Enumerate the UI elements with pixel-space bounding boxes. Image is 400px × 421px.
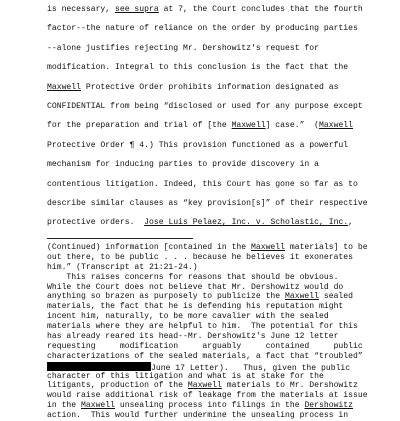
body-line: [47, 155, 357, 174]
citation-text: Maxwell: [187, 381, 222, 391]
footnote-line: [47, 292, 357, 302]
citation-text: see supra: [115, 5, 159, 14]
text-run: has already reared its head--Mr. Dershowitz's June 12 letter: [47, 332, 339, 342]
body-line: [47, 213, 357, 232]
footnote-line: [47, 332, 357, 342]
text-run: for the preparation and trial of [the: [47, 121, 232, 131]
citation-text: Maxwell: [47, 82, 81, 92]
footnote-line: [47, 312, 357, 322]
citation-text: Maxwell: [285, 292, 319, 302]
footnote-line: [47, 411, 357, 421]
text-run: contentious litigation. Indeed, this Court has gone so far as to: [47, 179, 358, 189]
text-run: Protective Order ¶ 4.) This provision functioned as a powerful: [47, 140, 349, 150]
body-line: [47, 39, 357, 58]
footnote-line: [47, 341, 363, 352]
text-run: would raise additional risk of leakage from the materials at issue: [47, 391, 368, 401]
text-run: materials, the fact that he is defending his reputation might: [47, 302, 344, 312]
footnote-line: [47, 381, 357, 391]
body-line: [47, 116, 357, 135]
citation-text: Dershowitz: [304, 401, 354, 411]
text-run: modification. Integral to this conclusion is the fact that the: [47, 63, 349, 73]
footnote-block: [47, 243, 368, 421]
text-run: mechanism for inducing parties to provide discovery in a: [47, 160, 319, 170]
text-run: ] case.” (: [265, 121, 320, 131]
body-line: [47, 78, 357, 97]
footnote-line: [47, 372, 357, 382]
footnote-line: [47, 273, 357, 283]
text-run: unsealing process into filings in the: [115, 401, 305, 411]
text-run: protective orders.: [47, 218, 145, 228]
body-line: [47, 194, 368, 213]
text-run: in the: [47, 401, 81, 411]
text-run: characterizations of the sealed materials, a fact that “troubled”: [47, 351, 363, 361]
text-run: action. This would further undermine the unsealing process in: [47, 411, 349, 421]
text-run: out there, to be public . . . because he believes it exonerates: [47, 252, 353, 262]
footnote-line: [47, 322, 357, 332]
citation-text: Jose Luis Pelaez, Inc. v. Scholastic, Inc.: [144, 218, 349, 228]
text-run: describe similar clauses as “key provision[s]” of their respective: [47, 198, 368, 208]
body-text: [47, 0, 368, 233]
citation-text: Maxwell: [81, 401, 115, 411]
body-line: [47, 175, 357, 194]
text-run: is necessary,: [47, 5, 115, 14]
text-run: Protective Order prohibits information designated as: [81, 82, 339, 92]
text-run: --alone justifies rejecting Mr. Dershowitz's request for: [47, 43, 319, 53]
footnote-line: [47, 283, 357, 293]
text-run: While the Court does not believe that Mr. Dershowitz would do: [47, 282, 344, 292]
body-line: [47, 136, 357, 155]
citation-text: Maxwell: [231, 121, 266, 131]
body-line: [47, 0, 363, 19]
footnote-line: [47, 253, 357, 263]
text-run: This raises concerns for reasons that should be obvious.: [47, 272, 339, 282]
text-run: materials where they are helpful to him. The potential for this: [47, 322, 358, 332]
footnote-line: [47, 302, 357, 312]
text-run: ,: [348, 218, 354, 228]
text-run: him.” (Transcript at 21:21-24.): [47, 262, 198, 272]
text-run: sealed: [319, 292, 353, 302]
text-run: CONFIDENTIAL from being “disclosed or used for any purpose except: [47, 101, 363, 111]
footnote-line: [47, 351, 363, 362]
text-run: litigants, production of the: [47, 381, 188, 391]
text-run: character of this litigation and what is at stake for the: [47, 371, 324, 381]
footnote-line: [47, 362, 357, 372]
text-run: at 7, the Court concludes that the fourth: [158, 5, 363, 14]
text-run: June 17 Letter). Thus, given the public: [151, 363, 351, 373]
body-line: [47, 97, 363, 116]
citation-text: Maxwell: [319, 121, 354, 131]
text-run: materials to Mr. Dershowitz: [221, 381, 358, 391]
redaction-block: [47, 362, 151, 371]
text-run: (Continued) information [contained in the: [47, 243, 251, 252]
text-run: incent him, naturally, to be more cavalier with the sealed: [47, 312, 329, 322]
text-run: factor--the nature of reliance on the order by producing parties: [47, 24, 358, 34]
text-run: requesting modification arguably contained public: [47, 341, 363, 351]
footnote-line: [47, 391, 368, 401]
footnote-line: [47, 243, 368, 253]
body-line: [47, 58, 357, 77]
text-run: anything so brazen as purposely to publicize the: [47, 292, 285, 302]
footnote-divider: [47, 238, 193, 239]
footnote-line: [47, 401, 357, 411]
citation-text: Maxwell: [251, 243, 285, 252]
footnote-line: [47, 263, 357, 273]
body-line: [47, 19, 357, 38]
text-run: materials] to be: [285, 243, 368, 252]
